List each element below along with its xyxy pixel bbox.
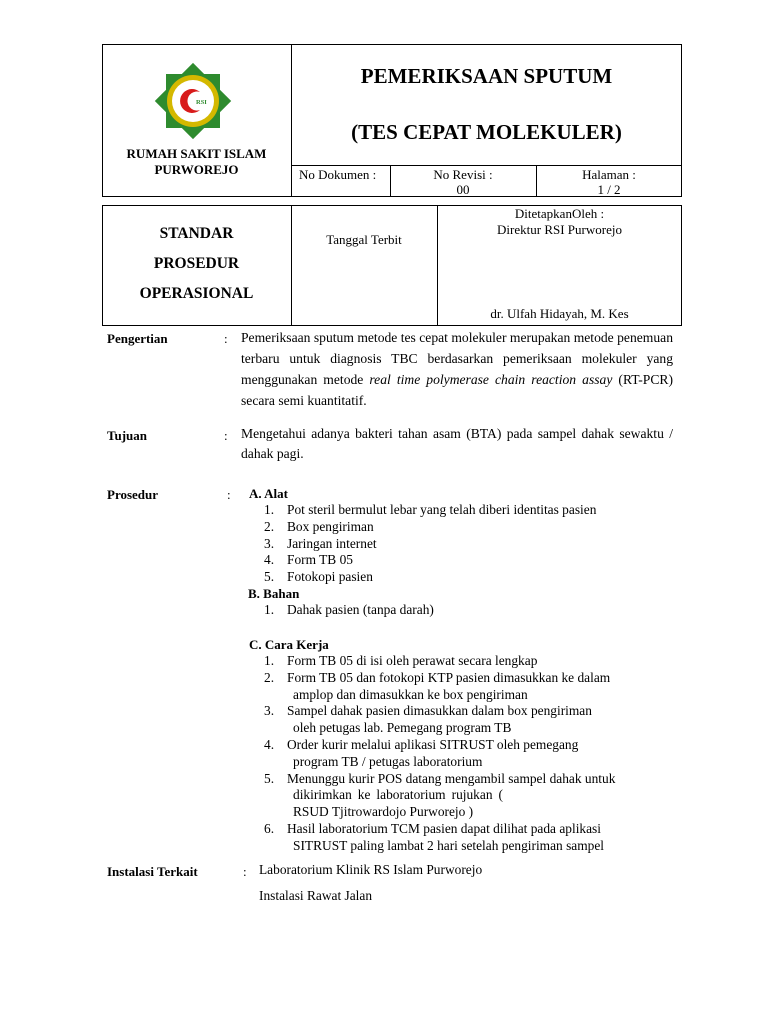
sop-label-line1: STANDAR <box>159 225 234 242</box>
hospital-name <box>102 146 291 178</box>
header-info-divider <box>291 165 682 166</box>
approver-name: dr. Ulfah Hidayah, M. Kes <box>490 306 629 321</box>
approved-by-label: DitetapkanOleh : <box>514 206 605 221</box>
pengertian-text-italic: real time polymerase chain reaction assay <box>369 372 613 387</box>
bahan-item-text: Dahak pasien (tanpa darah) <box>287 602 434 617</box>
alat-heading: A. Alat <box>249 486 288 501</box>
cara-item-rest: dikirimkan ke laboratorium rujukan ( RSUD Tjitrowardojo Purworejo ) <box>293 787 503 820</box>
prosedur-colon: : <box>227 487 231 502</box>
page-label: Halaman : <box>582 167 636 182</box>
page-cell <box>536 167 682 197</box>
issue-date-label: Tanggal Terbit <box>326 232 402 247</box>
cara-item-rest: SITRUST paling lambat 2 hari setelah pengiriman sampel <box>293 837 605 853</box>
pengertian-colon: : <box>224 331 228 346</box>
logo-text: RSI <box>196 99 207 106</box>
pengertian-text-start: Pemeriksaan sputum metode tes cepat molekuler merupakan metode penemuan terbaru untuk diagnosis TBC berdasarkan pemeriksaan molekuler yang menggunakan metode <box>241 330 673 387</box>
hospital-logo <box>152 60 234 142</box>
instalasi-item-1: Laboratorium Klinik RS Islam Purworejo <box>259 862 483 877</box>
alat-list <box>264 502 684 586</box>
page-value: 1 / 2 <box>597 182 621 197</box>
sop-label <box>102 219 291 309</box>
doc-no-label: No Dokumen : <box>299 167 377 182</box>
list-item: 3. Sampel dahak pasien dimasukkan dalam box pengiriman oleh petugas lab. Pemegang program TB <box>264 703 659 737</box>
instalasi-colon: : <box>243 864 247 879</box>
sop-label-line3: OPERASIONAL <box>139 285 254 302</box>
cara-item-first: Sampel dahak pasien dimasukkan dalam box pengiriman <box>287 703 592 719</box>
list-item: 1. Form TB 05 di isi oleh perawat secara lengkap <box>264 653 659 670</box>
list-item: 2. Form TB 05 dan fotokopi KTP pasien dimasukkan ke dalam amplop dan dimasukkan ke box pengiriman <box>264 670 659 704</box>
list-item: 4. Order kurir melalui aplikasi SITRUST oleh pemegang program TB / petugas laboratorium <box>264 737 659 771</box>
pengertian-text-end: (RT-PCR) secara semi kuantitatif. <box>241 372 673 408</box>
cara-item-rest: program TB / petugas laboratorium <box>293 753 483 769</box>
section-label-pengertian: Pengertian <box>107 331 168 346</box>
cara-item-first: Hasil laboratorium TCM pasien dapat dilihat pada aplikasi <box>287 820 601 836</box>
list-item: 6. Hasil laboratorium TCM pasien dapat dilihat pada aplikasi SITRUST paling lambat 2 hari setelah pengiriman sampel <box>264 821 659 855</box>
revision-label: No Revisi : <box>433 167 493 182</box>
hospital-name-line2: PURWOREJO <box>154 162 239 177</box>
cara-kerja-list <box>264 653 659 855</box>
section-label-prosedur: Prosedur <box>107 487 159 502</box>
alat-item-text: Pot steril bermulut lebar yang telah diberi identitas pasien <box>287 502 597 517</box>
cara-item-first: Form TB 05 dan fotokopi KTP pasien dimasukkan ke dalam <box>287 669 611 685</box>
approval-block <box>437 206 682 238</box>
bahan-list <box>264 602 684 619</box>
alat-item-text: Jaringan internet <box>287 535 377 551</box>
list-item: 3. Jaringan internet <box>264 535 377 551</box>
list-item: 5. Fotokopi pasien <box>264 569 373 585</box>
tujuan-text: Mengetahui adanya bakteri tahan asam (BTA) pada sampel dahak sewaktu / dahak pagi. <box>241 426 673 461</box>
tujuan-colon: : <box>224 428 228 443</box>
cara-item-first: Form TB 05 di isi oleh perawat secara lengkap <box>287 653 538 668</box>
list-item: 1. Dahak pasien (tanpa darah) <box>264 602 434 617</box>
list-item: 2. Box pengiriman <box>264 518 374 534</box>
approved-by-title: Direktur RSI Purworejo <box>497 222 622 237</box>
bahan-heading: B. Bahan <box>248 586 300 601</box>
section-label-tujuan: Tujuan <box>107 428 147 443</box>
cara-item-rest: oleh petugas lab. Pemegang program TB <box>293 720 512 736</box>
document-title-line2: (TES CEPAT MOLEKULER) <box>351 120 622 144</box>
revision-value: 00 <box>456 182 470 197</box>
section-label-instalasi: Instalasi Terkait <box>107 864 198 879</box>
cara-item-first: Order kurir melalui aplikasi SITRUST oleh pemegang <box>287 736 579 752</box>
sop-label-line2: PROSEDUR <box>153 255 240 272</box>
list-item: 1. Pot steril bermulut lebar yang telah diberi identitas pasien <box>264 502 597 517</box>
instalasi-item-2: Instalasi Rawat Jalan <box>259 888 373 903</box>
cara-item-first: Menunggu kurir POS datang mengambil sampel dahak untuk <box>287 770 616 786</box>
sop-divider-1 <box>291 205 292 326</box>
revision-cell <box>390 167 536 197</box>
hospital-name-line1: RUMAH SAKIT ISLAM <box>126 146 267 161</box>
alat-item-text: Box pengiriman <box>287 518 374 534</box>
cara-kerja-heading: C. Cara Kerja <box>249 637 329 652</box>
pengertian-text <box>241 327 673 411</box>
document-title-line1: PEMERIKSAAN SPUTUM <box>360 64 613 88</box>
logo-star-icon <box>152 60 234 142</box>
list-item: 4. Form TB 05 <box>264 552 353 568</box>
cara-item-rest: amplop dan dimasukkan ke box pengiriman <box>293 686 528 702</box>
alat-item-text: Fotokopi pasien <box>287 569 373 585</box>
list-item: 5. Menunggu kurir POS datang mengambil sampel dahak untuk dikirimkan ke laboratorium rujukan ( RSUD Tjitrowardojo Purworejo ) <box>264 771 659 821</box>
alat-item-text: Form TB 05 <box>287 552 353 568</box>
